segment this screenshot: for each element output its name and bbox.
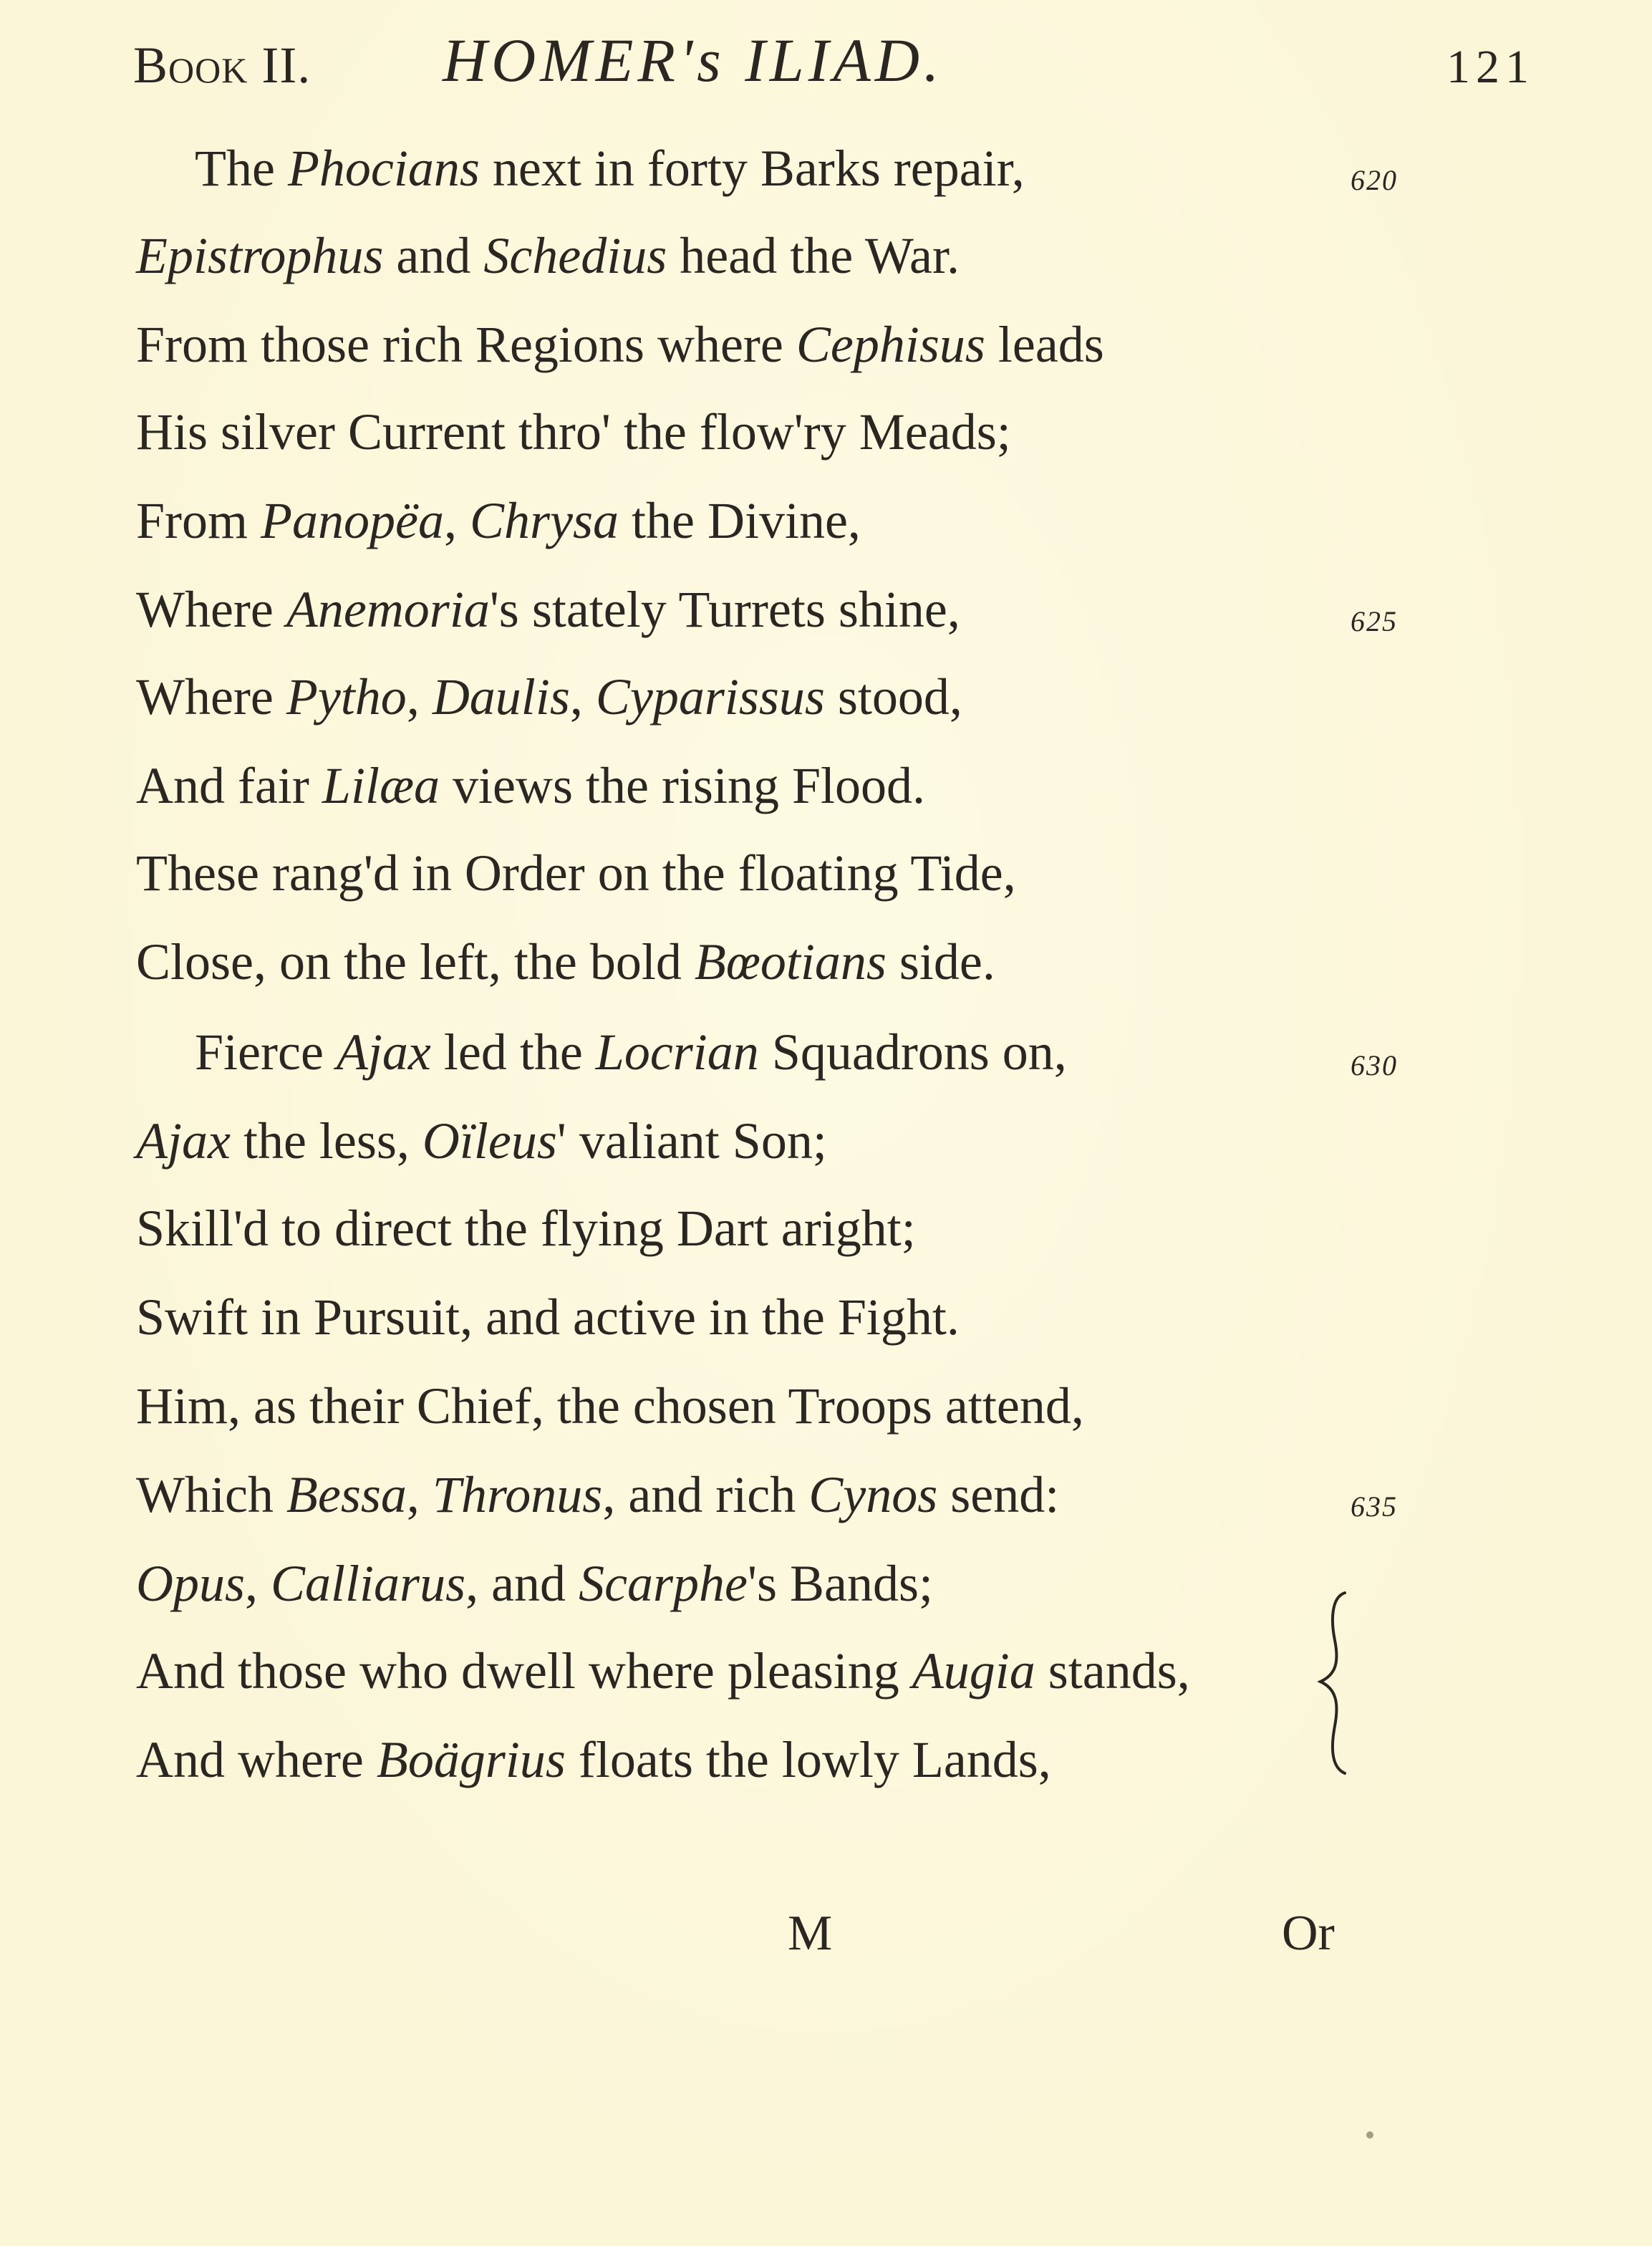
verse-line: Opus, Calliarus, and Scarphe's Bands; [136, 1555, 933, 1612]
verse-line: And those who dwell where pleasing Augia stands, [136, 1642, 1190, 1700]
triplet-brace-icon [1310, 1590, 1353, 1776]
line-number: 630 [1351, 1049, 1398, 1081]
verse-line: And where Boägrius floats the lowly Lands, [136, 1731, 1051, 1788]
running-title: HOMER's ILIAD. [443, 26, 944, 95]
verse-line: Which Bessa, Thronus, and rich Cynos send: [136, 1466, 1060, 1523]
catchword: Or [1282, 1906, 1335, 1961]
verse-line: Him, as their Chief, the chosen Troops attend, [136, 1377, 1084, 1435]
verse-line: And fair Lilæa views the rising Flood. [136, 757, 925, 814]
paper-speck [1366, 2131, 1373, 2139]
verse-line: Where Pytho, Daulis, Cyparissus stood, [136, 668, 962, 726]
verse-line: Ajax the less, Oïleus' valiant Son; [136, 1112, 827, 1170]
verse-line: The Phocians next in forty Barks repair, [195, 140, 1025, 197]
verse-line: Fierce Ajax led the Locrian Squadrons on, [195, 1023, 1067, 1081]
page-header [0, 21, 1652, 100]
verse-line: Swift in Pursuit, and active in the Fight. [136, 1288, 960, 1346]
line-number: 620 [1351, 164, 1398, 196]
verse-line: These rang'd in Order on the floating Tide, [136, 844, 1016, 902]
verse-line: Close, on the left, the bold Bœotians side. [136, 933, 995, 991]
verse-line: His silver Current thro' the flow'ry Meads; [136, 403, 1011, 461]
verse-line: Where Anemoria's stately Turrets shine, [136, 581, 960, 638]
verse-line: From those rich Regions where Cephisus leads [136, 316, 1104, 373]
signature-mark: M [788, 1906, 833, 1961]
verse-line: Skill'd to direct the flying Dart aright; [136, 1200, 916, 1257]
verse-line: Epistrophus and Schedius head the War. [136, 227, 960, 284]
page-number: 121 [1446, 41, 1535, 93]
line-number: 635 [1351, 1490, 1398, 1523]
verse-line: From Panopëa, Chrysa the Divine, [136, 492, 861, 549]
book-number: Book II. [133, 37, 311, 94]
line-number: 625 [1351, 605, 1398, 637]
